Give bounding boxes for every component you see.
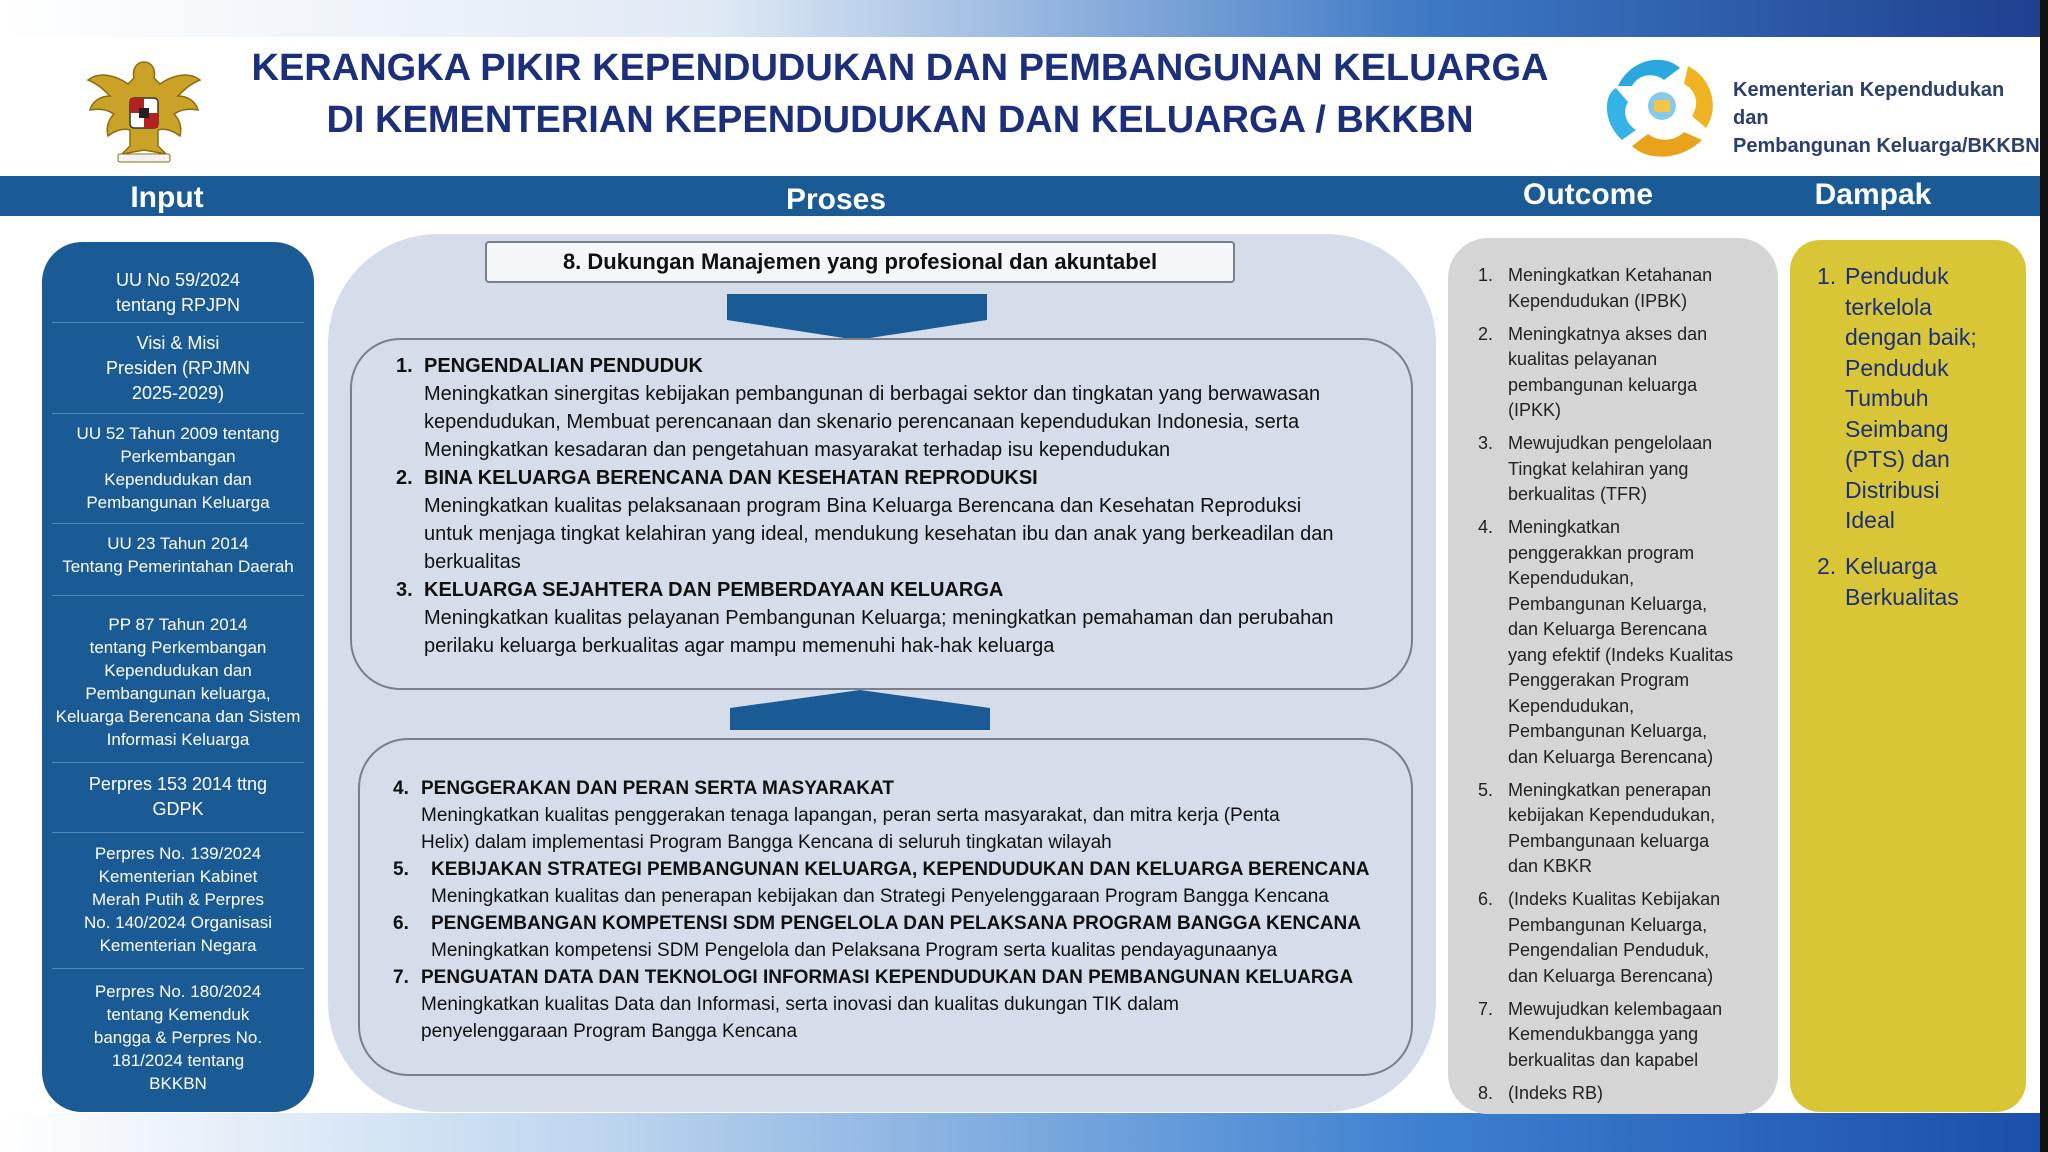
- outcome-item-number: 5.: [1478, 779, 1494, 800]
- dampak-item-line: terkelola: [1845, 293, 1932, 320]
- process-item-desc: penyelenggaraan Program Bangga Kencana: [421, 1021, 798, 1042]
- dampak-item-line: Keluarga: [1845, 553, 1938, 579]
- process-item-title: PENGUATAN DATA DAN TEKNOLOGI INFORMASI KEPENDUDUKAN DAN PEMBANGUNAN KELUARGA: [421, 967, 1354, 988]
- input-divider: [52, 523, 304, 524]
- right-edge-strip: [2040, 0, 2048, 1152]
- dampak-item-line: Penduduk: [1845, 354, 1949, 381]
- input-item-line: Perpres No. 139/2024: [94, 844, 262, 863]
- bottom-gradient-bar: [0, 1113, 2048, 1152]
- outcome-item-line: Kependudukan,: [1508, 695, 1635, 716]
- outcome-item-line: kualitas pelayanan: [1508, 349, 1658, 369]
- input-divider: [52, 832, 304, 833]
- input-item-line: 2025-2029): [131, 383, 225, 403]
- outcome-item-line: (IPKK): [1508, 400, 1562, 420]
- process-item-desc: berkualitas: [424, 551, 521, 573]
- process-item-desc: Meningkatkan kualitas penggerakan tenaga lapangan, peran serta masyarakat, dan mitra kerja (Penta: [421, 805, 1280, 826]
- outcome-item-line: Kependudukan (IPBK): [1508, 290, 1688, 311]
- outcome-item-number: 2.: [1478, 323, 1494, 344]
- bkkbn-logo-icon: [1598, 46, 1728, 164]
- input-item-line: Visi & Misi: [136, 333, 220, 353]
- process-item-number: 2.: [396, 467, 413, 489]
- input-item-line: BKKBN: [149, 1074, 207, 1093]
- ministry-name-line-2: Pembangunan Keluarga/BKKBN: [1733, 135, 2040, 157]
- process-item-desc: untuk menjaga tingkat kelahiran yang ideal, mendukung kesehatan ibu dan anak yang berkeadilan dan: [424, 523, 1334, 545]
- input-divider: [52, 322, 304, 323]
- outcome-item-line: Meningkatkan penerapan: [1508, 779, 1712, 800]
- page-title: [230, 42, 1570, 146]
- process-item-desc: Meningkatkan kualitas pelayanan Pembangunan Keluarga; meningkatkan pemahaman dan perubahan: [424, 607, 1334, 629]
- column-header-input: Input: [130, 181, 204, 214]
- dampak-item-line: Ideal: [1845, 507, 1895, 533]
- outcome-item-line: Tingkat kelahiran yang: [1508, 458, 1689, 479]
- input-item-line: Presiden (RPJMN: [105, 358, 251, 378]
- input-item-line: Kependudukan dan: [104, 470, 252, 489]
- input-item: [50, 772, 306, 822]
- outcome-item-line: dan Keluarga Berencana: [1508, 619, 1708, 639]
- title-line-1: KERANGKA PIKIR KEPENDUDUKAN DAN PEMBANGUNAN KELUARGA: [251, 47, 1549, 89]
- input-item-line: tentang Perkembangan: [89, 638, 267, 657]
- column-header-proses: Proses: [785, 183, 887, 216]
- input-item-line: tentang Kemenduk: [106, 1005, 250, 1024]
- input-item-line: UU 23 Tahun 2014: [107, 534, 249, 553]
- process-item-desc: kependudukan, Membuat perencanaan dan skenario perencanaan kependudukan Indonesia, serta: [424, 411, 1300, 433]
- garuda-emblem-icon: [84, 54, 204, 166]
- input-item-line: Perpres No. 180/2024: [94, 982, 262, 1001]
- dampak-item-line: Penduduk: [1845, 263, 1949, 289]
- process-item-title: PENGGERAKAN DAN PERAN SERTA MASYARAKAT: [421, 778, 894, 799]
- process-item-number: 1.: [396, 355, 413, 377]
- process-item-desc: Meningkatkan kesadaran dan pengetahuan masyarakat terhadap isu kependudukan: [424, 439, 1171, 461]
- process-item-number: 4.: [393, 778, 409, 799]
- input-item: [50, 268, 306, 318]
- arrow-up-icon: [730, 690, 990, 732]
- process-item-desc: Meningkatkan kualitas dan penerapan kebijakan dan Strategi Penyelenggaraan Program Bangga Kencana: [431, 886, 1329, 907]
- outcome-item-line: (Indeks Kualitas Kebijakan: [1508, 889, 1721, 909]
- input-item-line: No. 140/2024 Organisasi: [83, 913, 273, 932]
- input-divider: [52, 762, 304, 763]
- outcome-item-number: 6.: [1478, 889, 1494, 909]
- input-item-line: bangga & Perpres No.: [93, 1028, 263, 1047]
- outcome-item-line: dan Keluarga Berencana): [1508, 965, 1714, 986]
- input-item-line: Keluarga Berencana dan Sistem: [55, 707, 301, 726]
- outcome-item-line: Kependudukan,: [1508, 568, 1635, 588]
- outcome-item-line: Meningkatnya akses dan: [1508, 323, 1708, 344]
- dampak-item-line: Berkualitas: [1845, 583, 1959, 610]
- process-item-number: 5.: [393, 859, 409, 880]
- dampak-item-number: 1.: [1817, 263, 1837, 289]
- process-item-title: KEBIJAKAN STRATEGI PEMBANGUNAN KELUARGA, KEPENDUDUKAN DAN KELUARGA BERENCANA: [431, 859, 1370, 880]
- input-item-line: GDPK: [152, 799, 204, 819]
- dampak-item-number: 2.: [1817, 553, 1837, 579]
- input-item-line: Perkembangan: [120, 447, 236, 466]
- outcome-item-line: dan Keluarga Berencana): [1508, 746, 1714, 767]
- process-item-title: BINA KELUARGA BERENCANA DAN KESEHATAN REPRODUKSI: [424, 467, 1038, 489]
- input-divider: [52, 968, 304, 969]
- process-item-desc: Meningkatkan kualitas pelaksanaan program Bina Keluarga Berencana dan Kesehatan Reproduksi: [424, 495, 1302, 517]
- outcome-item-line: (Indeks RB): [1508, 1082, 1604, 1103]
- input-item-line: Pembangunan keluarga,: [85, 684, 271, 703]
- ministry-name: [1733, 76, 2043, 160]
- outcome-item-line: Pengendalian Penduduk,: [1508, 940, 1710, 960]
- outcome-item-line: Meningkatkan: [1508, 517, 1621, 537]
- outcome-item-number: 3.: [1478, 433, 1494, 453]
- column-header-dampak: Dampak: [1814, 178, 1932, 211]
- process-item-desc: Meningkatkan sinergitas kebijakan pembangunan di berbagai sektor dan tingkatan yang berwawasan: [424, 383, 1321, 405]
- dampak-item-line: (PTS) dan: [1845, 446, 1950, 472]
- input-item: [50, 980, 306, 1095]
- input-item: [50, 532, 306, 578]
- column-header-bar: [0, 176, 2040, 216]
- input-item-line: 181/2024 tentang: [111, 1051, 245, 1070]
- outcome-item-line: Pembangunan Keluarga,: [1508, 593, 1708, 614]
- process-item-desc: Meningkatkan kompetensi SDM Pengelola dan Pelaksana Program serta kualitas pendayagunaanya: [431, 940, 1278, 961]
- input-item-line: UU No 59/2024: [115, 270, 241, 290]
- process-item-desc: Helix) dalam implementasi Program Bangga Kencana di seluruh tingkatan wilayah: [421, 832, 1112, 853]
- input-item-line: PP 87 Tahun 2014: [108, 615, 248, 634]
- outcome-item-line: Pembangunaan keluarga: [1508, 830, 1710, 851]
- ministry-name-line-1: Kementerian Kependudukan dan: [1733, 79, 2005, 129]
- outcome-item-number: 7.: [1478, 998, 1494, 1019]
- input-item: [50, 613, 306, 751]
- outcome-item-line: Penggerakan Program: [1508, 670, 1690, 690]
- outcome-item-line: penggerakkan program: [1508, 542, 1695, 563]
- input-item-line: UU 52 Tahun 2009 tentang: [76, 424, 280, 443]
- dampak-item-line: dengan baik;: [1845, 324, 1977, 350]
- outcome-item-number: 1.: [1478, 265, 1494, 285]
- outcome-item-number: 4.: [1478, 517, 1494, 537]
- process-item-number: 7.: [393, 967, 409, 988]
- input-item: [50, 842, 306, 957]
- dampak-item-line: Seimbang: [1845, 415, 1949, 442]
- outcome-item-line: Kemendukbangga yang: [1508, 1024, 1699, 1044]
- management-support-box: 8. Dukungan Manajemen yang profesional dan akuntabel: [485, 241, 1235, 283]
- input-divider: [52, 595, 304, 596]
- outcome-item-line: yang efektif (Indeks Kualitas: [1508, 644, 1734, 665]
- input-item-line: Merah Putih & Perpres: [92, 890, 264, 909]
- outcome-item-line: Pembangunan Keluarga,: [1508, 914, 1708, 935]
- column-header-outcome: Outcome: [1522, 178, 1654, 211]
- outcome-item-line: kebijakan Kependudukan,: [1508, 805, 1716, 825]
- process-item-title: PENGEMBANGAN KOMPETENSI SDM PENGELOLA DAN PELAKSANA PROGRAM BANGGA KENCANA: [431, 913, 1361, 934]
- outcome-item-number: 8.: [1478, 1082, 1494, 1103]
- outcome-item-line: berkualitas (TFR): [1508, 484, 1648, 504]
- process-item-number: 3.: [396, 579, 413, 601]
- input-item-line: Tentang Pemerintahan Daerah: [62, 557, 294, 576]
- outcome-item-line: Mewujudkan kelembagaan: [1508, 998, 1723, 1019]
- input-item-line: Kependudukan dan: [104, 661, 252, 680]
- outcome-item-line: Pembangunan Keluarga,: [1508, 721, 1708, 741]
- dampak-item-line: Distribusi: [1845, 476, 1940, 503]
- input-item-line: Kementerian Negara: [99, 936, 257, 955]
- input-item: [50, 422, 306, 514]
- input-item-line: Perpres 153 2014 ttng: [88, 774, 268, 794]
- outcome-item-line: Meningkatkan Ketahanan: [1508, 265, 1713, 285]
- process-item-desc: perilaku keluarga berkualitas agar mampu memenuhi hak-hak keluarga: [424, 635, 1055, 657]
- outcome-item-line: dan KBKR: [1508, 856, 1593, 876]
- top-gradient-bar: [0, 0, 2048, 37]
- input-item-line: Informasi Keluarga: [106, 730, 250, 749]
- input-item-line: Kementerian Kabinet: [98, 867, 258, 886]
- process-item-number: 6.: [393, 913, 409, 934]
- input-divider: [52, 413, 304, 414]
- title-line-2: DI KEMENTERIAN KEPENDUDUKAN DAN KELUARGA / BKKBN: [326, 99, 1474, 141]
- arrow-down-icon: [727, 294, 987, 342]
- outcome-item-line: Mewujudkan pengelolaan: [1508, 433, 1713, 453]
- outcome-item-line: berkualitas dan kapabel: [1508, 1049, 1699, 1070]
- dampak-item-line: Tumbuh: [1845, 385, 1929, 411]
- process-item-title: KELUARGA SEJAHTERA DAN PEMBERDAYAAN KELUARGA: [424, 579, 1004, 601]
- input-item: [50, 331, 306, 406]
- outcome-item-line: pembangunan keluarga: [1508, 374, 1698, 395]
- process-item-desc: Meningkatkan kualitas Data dan Informasi, serta inovasi dan kualitas dukungan TIK dalam: [421, 994, 1179, 1015]
- input-item-line: tentang RPJPN: [115, 295, 241, 315]
- input-item-line: Pembangunan Keluarga: [86, 493, 270, 512]
- process-item-title: PENGENDALIAN PENDUDUK: [424, 355, 703, 377]
